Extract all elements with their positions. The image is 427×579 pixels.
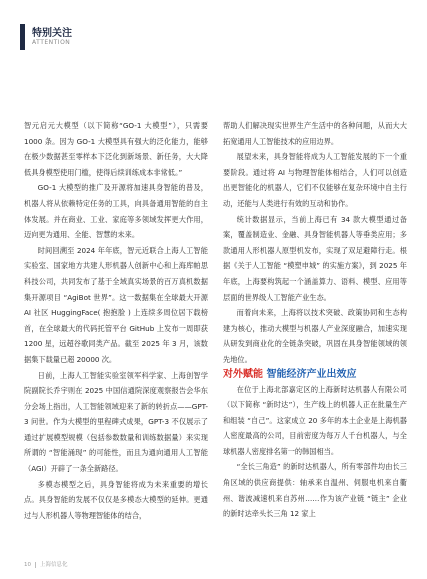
- header-accent-bar: [20, 24, 25, 50]
- paragraph: 在位于上海北部嘉定区的上海新时达机器人有限公司（以下简称 “新时达”），生产线上的机器人正在批量生产和组装 “自己”。这家成立 20 多年的本土企业是上海机器人密度最高的公司，目前密度为每万人千台机器人，与全球机器人密度排名第一的韩国相当。: [223, 384, 407, 456]
- paragraph: 多模态模型之后，具身智能将成为未来重要的增长点。具身智能的发展不仅仅是多模态大模型的延伸。更通过与人形机器人等物理智能体的结合，: [24, 479, 208, 520]
- page-footer: [24, 560, 68, 568]
- paragraph: 时间回溯至 2024 年年底，智元近联合上海人工智能实验室、国家地方共建人形机器人创新中心和上海库帕思科技公司，共同发布了基于全域真实场景的百万真机数据集开源项目 “AgiBot 世界”。这一数据集在全球最大开源 AI 社区 HuggingFace( 抱抱脸 ) 上连续多周位居下载榜首，在全球最大的代码托管平台 GitHub 上发布一周即获 1200 星，远超谷歌同类产品。截至 2025 年 3 月，该数据集下载量已超 20000 次。: [24, 245, 208, 364]
- header-photo-area: [0, 0, 427, 113]
- section-heading-part-b: 智能经济产业出效应: [266, 368, 357, 380]
- paragraph: 展望未来，具身智能将成为人工智能发展的下一个重要阶段。通过将 AI 与物理智能体相结合，人们可以创造出更智能化的机器人，它们不仅能够在复杂环境中自主行动，还能与人类进行有效的互动和协作。: [223, 152, 407, 208]
- paragraph: 帮助人们解决现实世界生产生活中的各种问题，从而大大拓宽通用人工智能技术的应用边界。: [223, 121, 407, 146]
- paragraph: 日前，上海人工智能实验室领军科学家、上海创智学院副院长乔宇则在 2025 中国信通院深度观察报告会华东分会场上指出，人工智能领域迎来了新的转折点——GPT-3 问世。作为大模型的里程碑式成果，GPT-3 不仅展示了通过扩展模型规模（包括参数数量和训练数据量）来实现所谓的 “智能涌现” 的可能性，而且为通向通用人工智能（AGI）开辟了一条全新路径。: [24, 370, 208, 474]
- paragraph: 而着向未来，上海将以技术突破、政策协同和生态构建为核心，推动大模型与机器人产业深度融合，加速实现从研发到商业化的全链条突破，巩固在具身智能领域的领先地位。: [223, 308, 407, 364]
- publication-name: 上海信息化: [40, 562, 68, 568]
- left-column: [24, 118, 208, 523]
- paragraph: 统计数据显示，当前上海已有 34 款大模型通过备案，覆盖制造业、金融、具身智能机器人等垂类应用；多款通用人形机器人原型机发布，实现了双足避障行走。根据《关于人工智能 “模塑申城” 的实施方案》，到 2025 年年底，上海要构筑起一个涵盖算力、语料、模型、应用等层面的世界级人工智能产业生态。: [223, 214, 407, 302]
- section-title: 特别关注: [32, 28, 72, 39]
- paragraph: GO-1 大模型的推广及开源将加速具身智能的普及，机器人将从依赖特定任务的工具，向具备通用智能的自主体发展。并在商业、工业、家庭等多领域发挥更大作用，迈向更为通用、全能、智慧的未来。: [24, 183, 208, 240]
- section-heading: [223, 368, 407, 382]
- section-subtitle: ATTENTION: [32, 39, 71, 46]
- footer-divider: [35, 562, 36, 568]
- paragraph: “全长三角造” 的新时达机器人，所有零部件均由长三角区域的供应商提供：轴承来自温州、伺服电机来自衢州、谐波减速机来自苏州……作为该产业链 “链主” 企业的新时达牵头长三角 12 家上: [223, 462, 407, 519]
- paragraph: 智元启元大模型（以下简称“GO-1 大模型”），只需要 1000 条。因为 GO-1 大模型具有强大的泛化能力，能够在极少数据甚至零样本下泛化到新场景、新任务，大大降低具身模型使用门槛，使得后续训练成本非常低。”: [24, 121, 208, 177]
- page-number: 10: [24, 562, 31, 568]
- section-heading-part-a: 对外赋能: [223, 368, 263, 380]
- right-column: [223, 118, 407, 522]
